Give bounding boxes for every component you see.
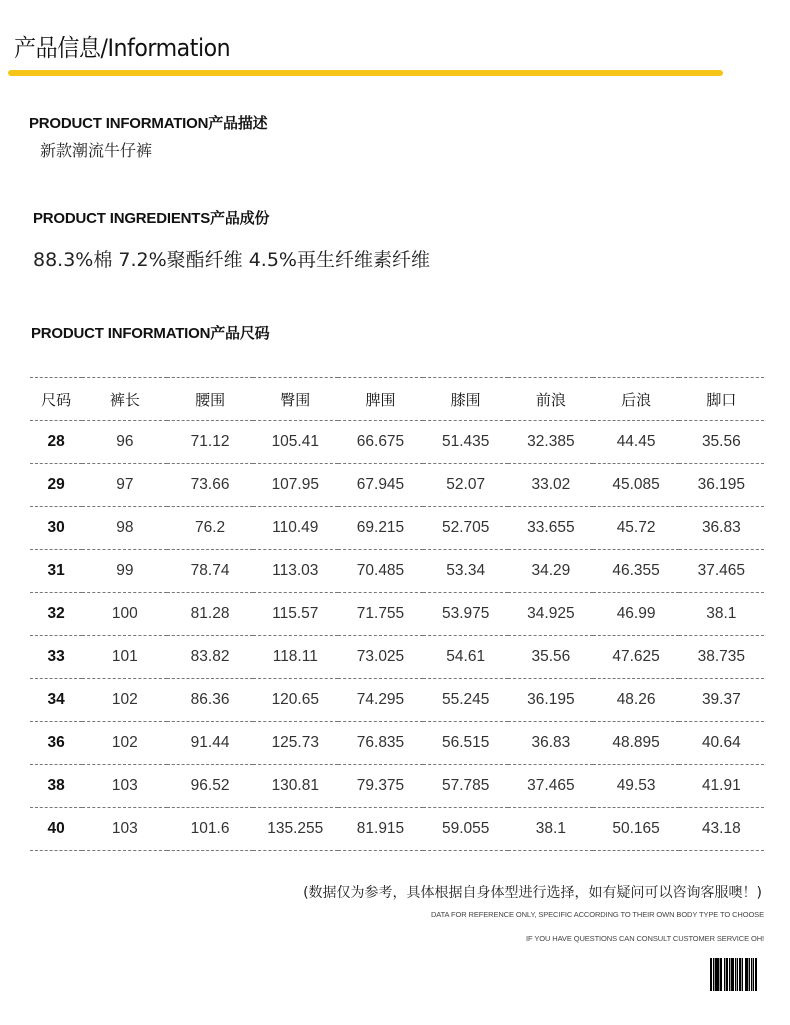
column-header: 腰围 — [195, 390, 226, 409]
measurement-cell: 48.26 — [616, 691, 656, 708]
barcode-bar — [755, 958, 757, 991]
measurement-cell: 70.485 — [356, 562, 405, 579]
measurement-cell: 32.385 — [527, 433, 575, 450]
measurement-cell: 46.355 — [612, 562, 660, 579]
ingredients-text: 88.3%棉 7.2%聚酯纤维 4.5%再生纤维素纤维 — [33, 249, 430, 271]
measurement-cell: 52.07 — [446, 476, 486, 493]
measurement-cell: 34.925 — [527, 605, 575, 622]
measurement-cell: 103 — [111, 820, 138, 837]
measurement-cell: 100 — [111, 605, 138, 622]
size-chart-body — [30, 421, 764, 851]
measurement-cell: 130.81 — [271, 777, 319, 794]
measurement-cell: 67.945 — [356, 476, 405, 493]
measurement-cell: 53.975 — [441, 605, 490, 622]
measurement-cell: 115.57 — [272, 605, 319, 622]
measurement-cell: 44.45 — [616, 433, 656, 450]
size-chart-table — [30, 377, 764, 851]
measurement-cell: 33.655 — [527, 519, 575, 536]
measurement-cell: 66.675 — [356, 433, 405, 450]
column-header: 臀围 — [280, 390, 311, 409]
measurement-cell: 71.12 — [190, 433, 230, 450]
disclaimer-cn: (数据仅为参考，具体根据自身体型进行选择，如有疑问可以咨询客服噢！) — [303, 885, 762, 901]
measurement-cell: 102 — [111, 691, 138, 708]
measurement-cell: 33.02 — [531, 476, 571, 493]
table-row — [30, 722, 764, 765]
column-header: 后浪 — [621, 390, 652, 409]
measurement-cell: 118.11 — [272, 648, 318, 665]
table-row — [30, 593, 764, 636]
measurement-cell: 113.03 — [272, 562, 319, 579]
table-row — [30, 421, 764, 464]
size-label-cell: 29 — [47, 476, 65, 493]
measurement-cell: 56.515 — [441, 734, 490, 751]
measurement-cell: 76.835 — [356, 734, 405, 751]
measurement-cell: 43.18 — [701, 820, 741, 837]
measurement-cell: 86.36 — [190, 691, 230, 708]
column-header: 前浪 — [535, 390, 566, 409]
measurement-cell: 74.295 — [356, 691, 405, 708]
measurement-cell: 79.375 — [356, 777, 405, 794]
table-row — [30, 679, 764, 722]
table-row — [30, 765, 764, 808]
size-label-cell: 31 — [47, 562, 65, 579]
table-row — [30, 464, 764, 507]
measurement-cell: 120.65 — [271, 691, 319, 708]
measurement-cell: 73.025 — [356, 648, 405, 665]
measurement-cell: 38.1 — [706, 605, 737, 622]
measurement-cell: 49.53 — [616, 777, 656, 794]
measurement-cell: 38.735 — [697, 648, 746, 665]
measurement-cell: 34.29 — [531, 562, 571, 579]
measurement-cell: 35.56 — [531, 648, 571, 665]
measurement-cell: 36.195 — [697, 476, 746, 493]
measurement-cell: 40.64 — [701, 734, 741, 751]
disclaimer-en-line1: DATA FOR REFERENCE ONLY, SPECIFIC ACCORDING TO THEIR OWN BODY TYPE TO CHOOSE — [430, 910, 764, 919]
column-header: 脚口 — [706, 390, 737, 409]
measurement-cell: 59.055 — [441, 820, 490, 837]
measurement-cell: 135.255 — [267, 820, 324, 837]
size-label-cell: 32 — [47, 605, 65, 622]
column-header: 裤长 — [109, 390, 140, 409]
column-header: 脾围 — [365, 390, 396, 409]
page-title: 产品信息/Information — [14, 34, 231, 62]
disclaimer-en-line2: IF YOU HAVE QUESTIONS CAN CONSULT CUSTOMER SERVICE OH! — [526, 934, 764, 943]
measurement-cell: 35.56 — [701, 433, 741, 450]
measurement-cell: 36.83 — [701, 519, 741, 536]
measurement-cell: 97 — [116, 476, 134, 493]
table-row — [30, 507, 764, 550]
description-text: 新款潮流牛仔裤 — [40, 141, 153, 160]
measurement-cell: 110.49 — [272, 519, 319, 536]
measurement-cell: 36.83 — [531, 734, 571, 751]
measurement-cell: 39.37 — [701, 691, 741, 708]
measurement-cell: 102 — [111, 734, 138, 751]
measurement-cell: 101.6 — [190, 820, 230, 837]
measurement-cell: 37.465 — [697, 562, 746, 579]
measurement-cell: 55.245 — [441, 691, 490, 708]
measurement-cell: 99 — [116, 562, 134, 579]
measurement-cell: 125.73 — [271, 734, 319, 751]
ingredients-heading: PRODUCT INGREDIENTS产品成份 — [33, 210, 270, 227]
size-label-cell: 28 — [47, 433, 65, 450]
measurement-cell: 37.465 — [527, 777, 575, 794]
size-chart-heading: PRODUCT INFORMATION产品尺码 — [31, 325, 270, 342]
measurement-cell: 98 — [116, 519, 134, 536]
measurement-cell: 107.95 — [271, 476, 319, 493]
measurement-cell: 81.28 — [190, 605, 230, 622]
column-header: 尺码 — [41, 390, 72, 409]
measurement-cell: 54.61 — [446, 648, 486, 665]
size-label-cell: 34 — [47, 691, 65, 708]
measurement-cell: 69.215 — [356, 519, 405, 536]
measurement-cell: 52.705 — [441, 519, 490, 536]
table-row — [30, 808, 764, 851]
measurement-cell: 48.895 — [612, 734, 660, 751]
measurement-cell: 53.34 — [446, 562, 486, 579]
measurement-cell: 91.44 — [190, 734, 230, 751]
measurement-cell: 57.785 — [441, 777, 490, 794]
measurement-cell: 51.435 — [441, 433, 490, 450]
size-label-cell: 30 — [47, 519, 65, 536]
measurement-cell: 105.41 — [271, 433, 319, 450]
measurement-cell: 47.625 — [612, 648, 660, 665]
barcode-icon — [710, 958, 764, 991]
size-label-cell: 33 — [47, 648, 65, 665]
table-row — [30, 636, 764, 679]
measurement-cell: 45.085 — [612, 476, 660, 493]
measurement-cell: 50.165 — [612, 820, 660, 837]
measurement-cell: 38.1 — [535, 820, 566, 837]
table-header-row — [30, 378, 764, 421]
size-label-cell: 36 — [47, 734, 65, 751]
title-underline-bar — [8, 70, 723, 76]
measurement-cell: 103 — [111, 777, 138, 794]
measurement-cell: 73.66 — [190, 476, 230, 493]
measurement-cell: 71.755 — [356, 605, 405, 622]
measurement-cell: 83.82 — [190, 648, 230, 665]
measurement-cell: 36.195 — [527, 691, 575, 708]
column-header: 膝围 — [450, 390, 481, 409]
description-heading: PRODUCT INFORMATION产品描述 — [29, 115, 268, 132]
measurement-cell: 96.52 — [190, 777, 230, 794]
measurement-cell: 101 — [111, 648, 138, 665]
measurement-cell: 46.99 — [616, 605, 656, 622]
measurement-cell: 76.2 — [194, 519, 226, 536]
table-row — [30, 550, 764, 593]
measurement-cell: 41.91 — [701, 777, 741, 794]
measurement-cell: 78.74 — [190, 562, 230, 579]
size-label-cell: 40 — [47, 820, 65, 837]
measurement-cell: 45.72 — [616, 519, 656, 536]
size-label-cell: 38 — [47, 777, 65, 794]
measurement-cell: 81.915 — [356, 820, 405, 837]
measurement-cell: 96 — [116, 433, 134, 450]
